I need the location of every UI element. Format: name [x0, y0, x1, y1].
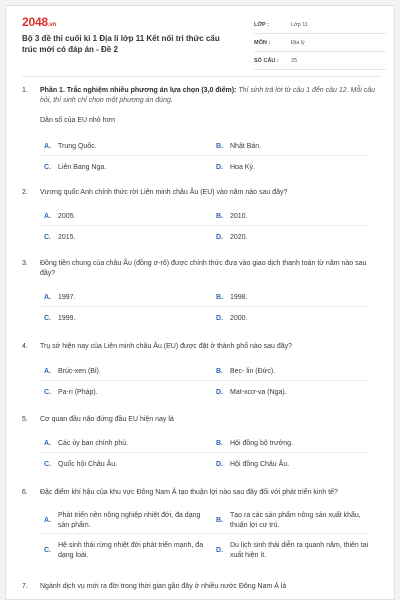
option-letter: A.	[44, 213, 51, 220]
option-text: 2020.	[230, 234, 248, 241]
option-text: 1999.	[58, 315, 76, 322]
site-logo[interactable]	[22, 15, 56, 29]
option-letter: B.	[216, 517, 223, 524]
option-text: Tạo ra các sản phẩm nông sản xuất khẩu, thuận lợi cư trú.	[230, 512, 361, 529]
option-text: Hội đồng Châu Âu.	[230, 461, 290, 468]
question-text: Đồng tiền chung của châu Âu (đồng ơ-rô) được chính thức đưa vào giao dịch thanh toán từ năm nào sau đây?	[40, 260, 367, 277]
option-letter: A.	[44, 368, 51, 375]
question-number: 7.	[22, 583, 28, 590]
meta-value: 25	[291, 58, 298, 64]
option-letter: D.	[216, 234, 223, 241]
option-text: Brúc-xen (Bỉ).	[58, 368, 101, 375]
meta-panel	[254, 18, 386, 72]
meta-value: Địa lý	[291, 40, 305, 46]
option-text: Hoa Kỳ.	[230, 164, 255, 171]
option-text: Mat-xcơ-va (Nga).	[230, 389, 287, 396]
option-separator	[40, 225, 370, 226]
meta-key: SỐ CÂU :	[254, 58, 279, 64]
option-letter: C.	[44, 547, 51, 554]
option-letter: B.	[216, 368, 223, 375]
option-text: Các ủy ban chính phủ.	[58, 440, 129, 447]
option-separator	[40, 155, 370, 156]
meta-value: Lớp 11	[291, 22, 308, 28]
logo-main: 2048	[22, 15, 48, 29]
option-text: 1998.	[230, 294, 248, 301]
option-letter: D.	[216, 461, 223, 468]
option-letter: C.	[44, 461, 51, 468]
option-text: 2000.	[230, 315, 248, 322]
option-letter: B.	[216, 294, 223, 301]
option-letter: B.	[216, 213, 223, 220]
part-note: Thí sinh trả lời từ câu 1 đến câu 12. Mỗi câu hỏi, thí sinh chỉ chọn một phương án đúng.	[40, 87, 376, 104]
option-letter: C.	[44, 234, 51, 241]
meta-row-subject	[254, 36, 386, 52]
question-text: Đặc điểm khí hậu của khu vực Đông Nam Á tạo thuận lợi nào sau đây đối với phát triển kinh tế?	[40, 489, 338, 496]
meta-row-class	[254, 18, 386, 34]
question-text: Ngành dịch vụ mới ra đời trong thời gian gần đây ở nhiều nước Đông Nam Á là	[40, 583, 287, 590]
option-separator	[40, 452, 370, 453]
option-letter: A.	[44, 294, 51, 301]
question-text: Cơ quan đầu não đứng đầu EU hiện nay là	[40, 416, 174, 423]
question-number: 2.	[22, 189, 28, 196]
option-text: 2015.	[58, 234, 76, 241]
question-1	[22, 86, 384, 108]
option-letter: D.	[216, 389, 223, 396]
option-text: Nhật Bản.	[230, 143, 262, 150]
option-text: Phát triển nền nông nghiệp nhiệt đới, đa dạng sản phẩm.	[58, 512, 201, 529]
option-letter: C.	[44, 164, 51, 171]
question-number: 4.	[22, 343, 28, 350]
question-number: 3.	[22, 260, 28, 267]
meta-row-count	[254, 54, 386, 70]
option-separator	[40, 533, 370, 534]
header-divider	[22, 76, 380, 77]
option-text: Trung Quốc.	[58, 143, 97, 150]
part-instructions	[40, 86, 380, 106]
option-letter: B.	[216, 440, 223, 447]
document-title: Bộ 3 đề thi cuối kì 1 Địa lí lớp 11 Kết nối tri thức cấu trúc mới có đáp án - Đề 2	[22, 34, 220, 54]
option-text: Hội đồng bộ trưởng.	[230, 440, 293, 447]
question-1-text	[22, 116, 384, 126]
option-letter: C.	[44, 389, 51, 396]
option-separator	[40, 380, 370, 381]
question-text: Dân số của EU nhỏ hơn	[40, 117, 116, 124]
part-heading: Phần 1. Trắc nghiệm nhiều phương án lựa chọn (3,0 điểm):	[40, 87, 237, 94]
question-number: 1.	[22, 87, 28, 94]
document-page	[5, 5, 395, 600]
option-letter: A.	[44, 440, 51, 447]
option-text: 1997.	[58, 294, 76, 301]
option-text: Liên Bang Nga.	[58, 164, 107, 171]
option-letter: D.	[216, 315, 223, 322]
question-text: Trụ sở hiện nay của Liên minh châu Âu (EU) được đặt ở thành phố nào sau đây?	[40, 343, 293, 350]
logo-suffix: .vn	[47, 22, 56, 28]
option-separator	[40, 306, 370, 307]
meta-key: LỚP :	[254, 22, 269, 28]
question-text: Vương quốc Anh chính thức rời Liên minh châu Âu (EU) vào năm nào sau đây?	[40, 189, 288, 196]
option-text: Quốc hội Châu Âu.	[58, 461, 118, 468]
option-letter: C.	[44, 315, 51, 322]
option-letter: D.	[216, 164, 223, 171]
option-text: 2010.	[230, 213, 248, 220]
option-letter: D.	[216, 547, 223, 554]
question-number: 6.	[22, 489, 28, 496]
document-header	[6, 6, 395, 72]
option-text: 2005.	[58, 213, 76, 220]
option-text: Pa-ri (Pháp).	[58, 389, 98, 396]
option-letter: B.	[216, 143, 223, 150]
meta-key: MÔN :	[254, 40, 271, 46]
option-text: Hệ sinh thái rừng nhiệt đới phát triển mạnh, đa dạng loài.	[58, 542, 204, 559]
option-letter: A.	[44, 143, 51, 150]
option-letter: A.	[44, 517, 51, 524]
question-number: 5.	[22, 416, 28, 423]
option-text: Bec- lin (Đức).	[230, 368, 276, 375]
option-text: Du lịch sinh thái diễn ra quanh năm, thiên tai xuất hiện ít.	[230, 542, 369, 559]
